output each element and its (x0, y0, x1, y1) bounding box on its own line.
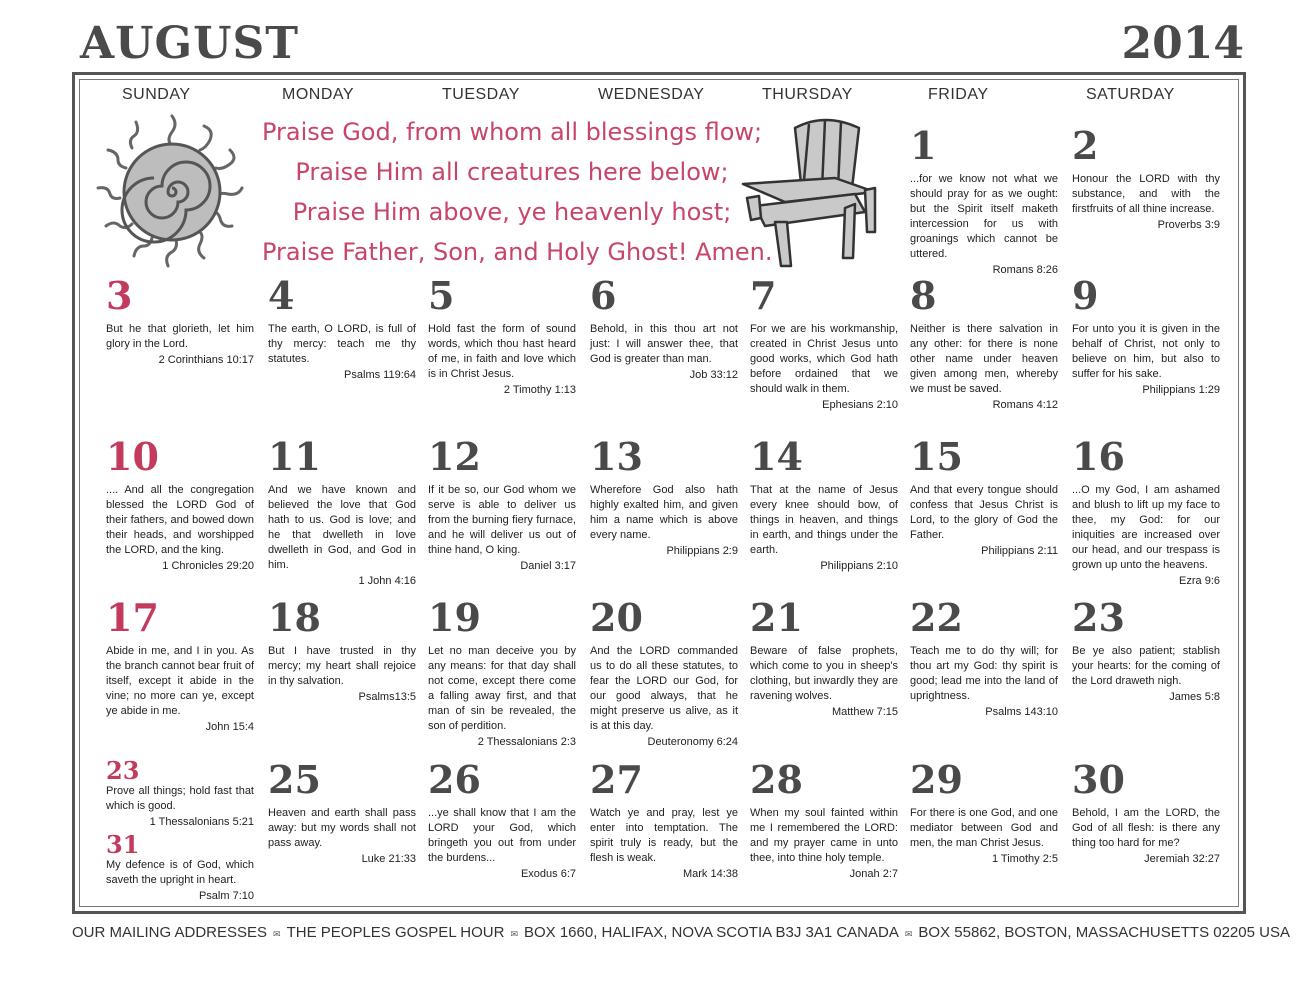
day-cell-2 (1072, 124, 1220, 233)
day-cell-21 (750, 596, 898, 720)
day-reference: Psalms13:5 (358, 691, 416, 703)
day-reference: 1 Thessalonians 5:21 (149, 816, 254, 828)
day-number: 26 (428, 757, 481, 802)
day-reference: Psalms 143:10 (985, 706, 1058, 718)
day-cell-13 (590, 435, 738, 559)
day-reference: Philippians 2:10 (820, 560, 898, 572)
day-reference: Romans 4:12 (992, 399, 1058, 411)
day-cell-14 (750, 435, 898, 574)
day-reference: Psalm 7:10 (198, 890, 254, 902)
day-cell-10 (106, 435, 254, 574)
day-verse: And we have known and believed the love that God hath to us. God is love; and he that dwelleth in love dwelleth in God, and God in him. (268, 484, 416, 571)
day-number: 6 (590, 273, 617, 318)
day-cell-30 (1072, 758, 1220, 867)
day-verse: Hold fast the form of sound words, which thou hast heard of me, in faith and love which is in Christ Jesus. (428, 323, 576, 380)
day-number: 30 (1072, 757, 1125, 802)
day-number: 27 (590, 757, 643, 802)
day-reference: Luke 21:33 (361, 853, 416, 865)
weekday-thursday: THURSDAY (762, 86, 853, 103)
day-verse: ...O my God, I am ashamed and blush to lift up my face to thee, my God: for our iniquities are increased over our head, and our trespass is grown up unto the heavens. (1072, 484, 1220, 571)
day-verse: .... And all the congregation blessed the LORD God of their fathers, and bowed down their heads, and worshipped the LORD, and the king. (106, 484, 254, 556)
day-number: 9 (1072, 273, 1099, 318)
day-cell-3 (106, 274, 254, 368)
day-verse: And that every tongue should confess that Jesus Christ is Lord, to the glory of God the Father. (910, 484, 1058, 541)
adirondack-chair-illustration (735, 110, 890, 275)
day-reference: Mark 14:38 (682, 868, 738, 880)
day-reference: Deuteronomy 6:24 (647, 736, 738, 748)
weekday-saturday: SATURDAY (1086, 86, 1175, 103)
day-reference: 1 Timothy 2:5 (991, 853, 1058, 865)
month-title: AUGUST (80, 18, 299, 69)
day-number: 16 (1072, 434, 1125, 479)
day-verse: When my soul fainted within me I remembered the LORD: and my prayer came in unto thee, into thine holy temple. (750, 807, 898, 864)
year-title: 2014 (1121, 18, 1244, 69)
day-number: 25 (268, 757, 321, 802)
day-verse: Be ye also patient; stablish your hearts: for the coming of the Lord draweth nigh. (1072, 645, 1220, 687)
day-reference: Daniel 3:17 (520, 560, 576, 572)
day-cell-22 (910, 596, 1058, 720)
day-verse: Abide in me, and I in you. As the branch cannot bear fruit of itself, except it abide in the vine; no more can ye, except ye abide in me. (106, 645, 254, 717)
day-reference: Philippians 2:11 (981, 545, 1058, 557)
day-reference: Philippians 1:29 (1142, 384, 1220, 396)
envelope-icon: ✉ (273, 929, 281, 939)
day-verse: For unto you it is given in the behalf of Christ, not only to believe on him, but also to suffer for his sake. (1072, 323, 1220, 380)
footer-org: THE PEOPLES GOSPEL HOUR (286, 924, 505, 941)
day-verse: Neither is there salvation in any other: for there is none other name under heaven given among men, whereby we must be saved. (910, 323, 1058, 395)
day-number: 29 (910, 757, 963, 802)
day-verse: For there is one God, and one mediator between God and men, the man Christ Jesus. (910, 807, 1058, 849)
day-verse: Watch ye and pray, lest ye enter into temptation. The spirit truly is ready, but the flesh is weak. (590, 807, 738, 864)
day-reference: 2 Corinthians 10:17 (158, 354, 254, 366)
weekday-wednesday: WEDNESDAY (598, 86, 705, 103)
footer-address-halifax: BOX 1660, HALIFAX, NOVA SCOTIA B3J 3A1 CANADA (523, 924, 899, 941)
day-verse: Let no man deceive you by any means: for that day shall not come, except there come a falling away first, and that man of sin be revealed, the son of perdition. (428, 645, 576, 732)
hymn-line-1: Praise God, from whom all blessings flow; (262, 118, 763, 146)
day-reference: Psalms 119:64 (344, 369, 416, 381)
day-reference: Ephesians 2:10 (822, 399, 898, 411)
day-cell-15 (910, 435, 1058, 559)
day-verse: Heaven and earth shall pass away: but my words shall not pass away. (268, 807, 416, 849)
day-cell-7 (750, 274, 898, 413)
day-verse: If it be so, our God whom we serve is able to deliver us from the burning fiery furnace, and he will deliver us out of thine hand, O king. (428, 484, 576, 556)
day-number: 2 (1072, 123, 1099, 168)
day-cell-11 (268, 435, 416, 589)
day-reference: Exodus 6:7 (520, 868, 576, 880)
day-verse: Behold, in this thou art not just: I will answer thee, that God is greater than man. (590, 323, 738, 365)
day-verse: But he that glorieth, let him glory in the Lord. (106, 323, 254, 350)
day-verse: But I have trusted in thy mercy; my heart shall rejoice in thy salvation. (268, 645, 416, 687)
envelope-icon: ✉ (904, 929, 913, 939)
mailing-addresses-footer (72, 924, 1290, 941)
day-cell-27 (590, 758, 738, 882)
day-verse: Prove all things; hold fast that which is good. (106, 785, 254, 812)
day-cell-25 (268, 758, 416, 867)
day-reference: Matthew 7:15 (831, 706, 898, 718)
day-cell-24-31 (106, 758, 254, 904)
day-reference: 1 Chronicles 29:20 (162, 560, 254, 572)
day-cell-23 (1072, 596, 1220, 705)
day-reference: 2 Thessalonians 2:3 (477, 736, 576, 748)
day-verse: For we are his workmanship, created in Christ Jesus unto good works, which God hath before ordained that we should walk in them. (750, 323, 898, 395)
day-reference: 2 Timothy 1:13 (503, 384, 576, 396)
day-cell-8 (910, 274, 1058, 413)
day-cell-20 (590, 596, 738, 750)
day-reference: Ezra 9:6 (1179, 575, 1220, 587)
day-cell-4 (268, 274, 416, 383)
envelope-icon: ✉ (510, 929, 518, 939)
day-number: 15 (910, 434, 963, 479)
day-verse: Behold, I am the LORD, the God of all flesh: is there any thing too hard for me? (1072, 807, 1220, 849)
day-number: 19 (428, 595, 481, 640)
day-number: 4 (268, 273, 295, 318)
footer-address-boston: BOX 55862, BOSTON, MASSACHUSETTS 02205 USA (918, 924, 1290, 941)
day-cell-28 (750, 758, 898, 882)
day-cell-12 (428, 435, 576, 574)
day-cell-17 (106, 596, 254, 735)
day-number: 10 (106, 434, 159, 479)
day-cell-19 (428, 596, 576, 750)
doxology-hymn (262, 112, 773, 272)
day-number: 18 (268, 595, 321, 640)
hymn-line-3: Praise Him above, ye heavenly host; (292, 198, 732, 226)
day-reference: Job 33:12 (689, 369, 738, 381)
day-cell-1 (910, 124, 1058, 278)
weekday-tuesday: TUESDAY (442, 86, 520, 103)
day-number: 12 (428, 434, 481, 479)
day-cell-26 (428, 758, 576, 882)
day-reference: Jeremiah 32:27 (1144, 853, 1220, 865)
day-number: 13 (590, 434, 643, 479)
day-number: 5 (428, 273, 455, 318)
day-verse: That at the name of Jesus every knee should bow, of things in heaven, and things in earth, and things under the earth. (750, 484, 898, 556)
footer-label: OUR MAILING ADDRESSES (72, 924, 268, 941)
weekday-sunday: SUNDAY (122, 86, 191, 103)
day-number: 7 (750, 273, 777, 318)
day-reference: Proverbs 3:9 (1157, 219, 1220, 231)
day-cell-18 (268, 596, 416, 705)
day-number: 21 (750, 595, 803, 640)
weekday-monday: MONDAY (282, 86, 355, 103)
hymn-line-2: Praise Him all creatures here below; (295, 158, 729, 186)
day-reference: James 5:8 (1169, 691, 1220, 703)
day-number: 17 (106, 595, 159, 640)
day-cell-6 (590, 274, 738, 383)
weekday-friday: FRIDAY (928, 86, 989, 103)
day-number: 14 (750, 434, 803, 479)
day-verse: ...ye shall know that I am the LORD your God, which bringeth you out from under the burdens... (428, 807, 576, 864)
day-number: 1 (910, 123, 937, 168)
day-verse: Beware of false prophets, which come to you in sheep's clothing, but inwardly they are ravening wolves. (750, 645, 898, 702)
day-number: 20 (590, 595, 643, 640)
day-verse: My defence is of God, which saveth the upright in heart. (106, 859, 254, 886)
day-reference: Romans 8:26 (992, 264, 1058, 276)
day-reference: Jonah 2:7 (849, 868, 898, 880)
hymn-line-4: Praise Father, Son, and Holy Ghost! Amen. (262, 238, 773, 266)
day-cell-29 (910, 758, 1058, 867)
day-verse: Wherefore God also hath highly exalted him, and given him a name which is above every name. (590, 484, 738, 541)
day-number: 28 (750, 757, 803, 802)
day-cell-5 (428, 274, 576, 398)
day-verse: Teach me to do thy will; for thou art my God: thy spirit is good; lead me into the land of uprightness. (910, 645, 1058, 702)
day-verse: The earth, O LORD, is full of thy mercy: teach me thy statutes. (268, 323, 416, 365)
day-verse: And the LORD commanded us to do all these statutes, to fear the LORD our God, for our good always, that he might preserve us alive, as it is at this day. (590, 645, 738, 732)
day-verse: ...for we know not what we should pray for as we ought: but the Spirit itself maketh intercession for us with groanings which cannot be uttered. (910, 173, 1058, 260)
day-number: 31 (106, 830, 140, 859)
day-number: 22 (910, 595, 963, 640)
day-number: 23 (1072, 595, 1125, 640)
sun-illustration (92, 108, 252, 273)
day-reference: John 15:4 (205, 721, 254, 733)
day-reference: Philippians 2:9 (666, 545, 738, 557)
day-number: 23 (106, 756, 140, 785)
day-cell-16 (1072, 435, 1220, 589)
day-number: 3 (106, 273, 133, 318)
day-cell-9 (1072, 274, 1220, 398)
day-number: 8 (910, 273, 937, 318)
day-number: 11 (268, 434, 321, 479)
day-reference: 1 John 4:16 (358, 575, 416, 587)
day-verse: Honour the LORD with thy substance, and with the firstfruits of all thine increase. (1072, 173, 1220, 215)
